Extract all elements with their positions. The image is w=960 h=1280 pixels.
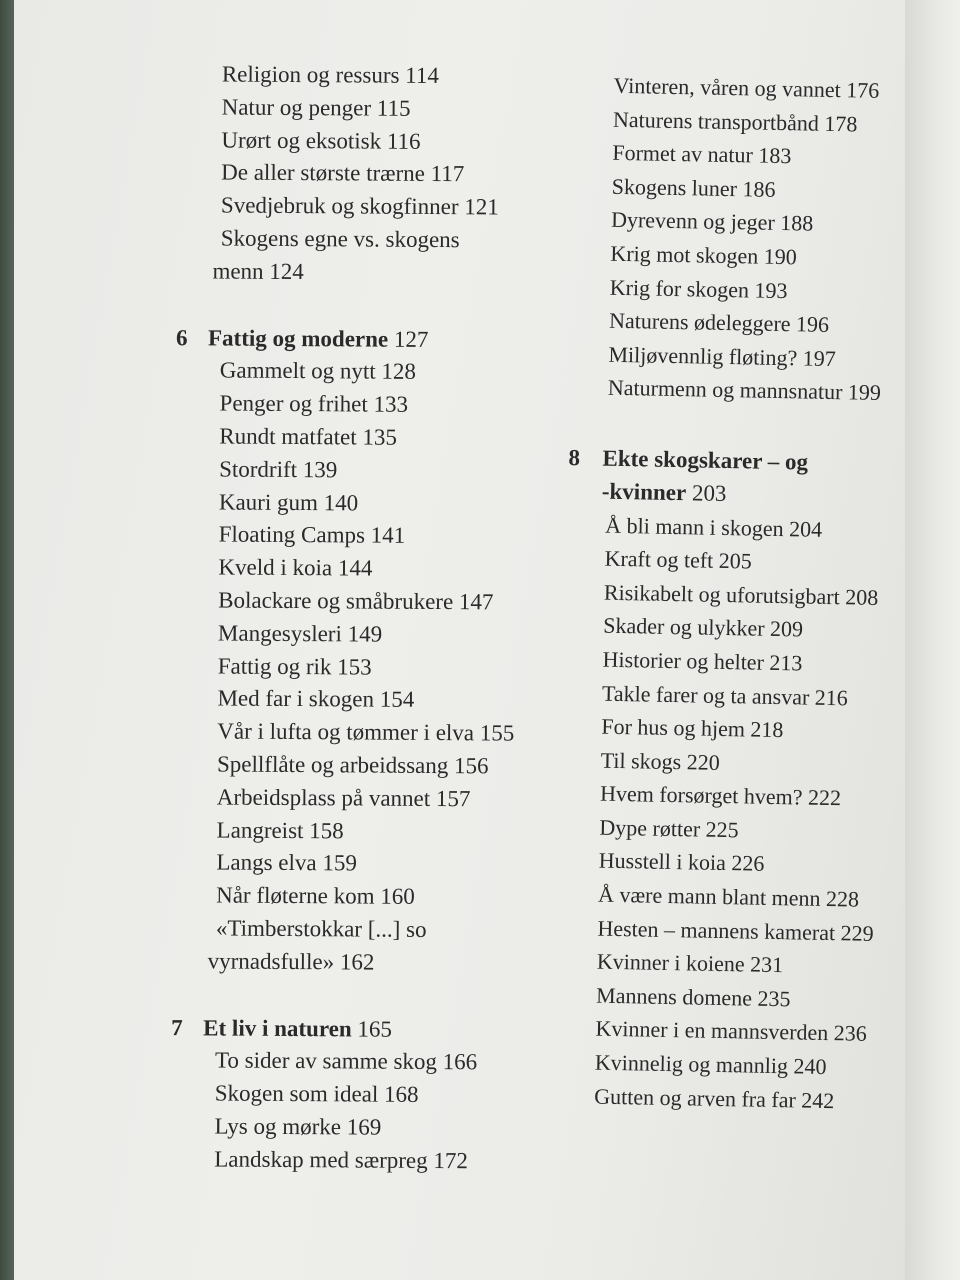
chapter-title-line2: -kvinner	[601, 478, 687, 505]
toc-top-entries-left	[148, 58, 570, 291]
toc-entry: Vinteren, våren og vannet 176	[613, 72, 880, 103]
toc-entry: Med far i skogen 154	[217, 685, 415, 713]
toc-entry: vyrnadsfulle» 162	[207, 948, 375, 975]
chapter-number: 8	[568, 444, 581, 471]
toc-entry: Skader og ulykker 209	[603, 612, 804, 642]
toc-entry: Kvinnelig og mannlig 240	[594, 1049, 827, 1080]
toc-entry: Bolackare og småbrukere 147	[218, 587, 494, 615]
toc-entry: Religion og ressurs 114	[221, 61, 439, 89]
toc-entry: Mannens domene 235	[595, 982, 791, 1012]
toc-entry: To sider av samme skog 166	[214, 1047, 478, 1075]
toc-entry: «Timberstokkar [...] so	[215, 915, 427, 942]
next-page-edge	[905, 0, 960, 1280]
toc-top-entries-right	[568, 68, 894, 410]
toc-entry: Formet av natur 183	[612, 139, 792, 169]
toc-entry: Historier og helter 213	[602, 646, 803, 676]
toc-entry: Skogen som ideal 168	[214, 1080, 419, 1108]
chapter-8-entries	[554, 507, 886, 1118]
toc-entry: Gutten og arven fra far 242	[594, 1083, 835, 1113]
toc-entry: Natur og penger 115	[221, 94, 411, 121]
chapter-number: 6	[175, 324, 188, 350]
chapter-8-heading	[566, 442, 887, 514]
chapter-title: Et liv i naturen	[203, 1014, 352, 1041]
toc-entry: Kvinner i en mannsverden 236	[595, 1016, 868, 1047]
toc-entry: Mangesysleri 149	[217, 620, 383, 647]
chapter-page: 165	[357, 1015, 393, 1042]
toc-entry: Landskap med særpreg 172	[214, 1146, 468, 1173]
chapter-7-heading	[143, 1011, 563, 1047]
toc-entry: Hvem forsørget hvem? 222	[599, 780, 842, 811]
toc-entry: Takle farer og ta ansvar 216	[601, 680, 849, 710]
toc-entry: Husstell i koia 226	[598, 848, 765, 877]
toc-entry: Penger og frihet 133	[219, 390, 409, 417]
toc-entry: Urørt og eksotisk 116	[221, 127, 421, 154]
toc-entry: Kvinner i koiene 231	[596, 948, 784, 978]
toc-entry: Floating Camps 141	[218, 521, 406, 549]
toc-entry: Lys og mørke 169	[214, 1113, 382, 1140]
toc-entry: Spellflåte og arbeidssang 156	[216, 751, 489, 779]
toc-entry: Miljøvennlig fløting? 197	[608, 341, 837, 371]
toc-entry: Krig mot skogen 190	[610, 240, 798, 270]
chapter-7-entries	[142, 1044, 563, 1178]
toc-entry: For hus og hjem 218	[601, 713, 784, 743]
toc-entry: Til skogs 220	[600, 747, 720, 775]
toc-entry: Vår i lufta og tømmer i elva 155	[217, 718, 515, 746]
toc-entry: Hesten – mannens kamerat 229	[597, 915, 874, 946]
toc-entry: Dyrevenn og jeger 188	[610, 207, 814, 236]
toc-entry: Når fløterne kom 160	[216, 882, 415, 909]
toc-entry: Fattig og rik 153	[217, 653, 372, 680]
toc-right-column	[554, 68, 894, 1118]
chapter-number: 7	[171, 1014, 183, 1040]
toc-entry: Naturmenn og mannsnatur 199	[607, 375, 882, 406]
chapter-page: 127	[393, 326, 429, 352]
toc-entry: Kveld i koia 144	[218, 554, 373, 581]
chapter-title: Ekte skogskarer – og	[602, 445, 809, 475]
chapter-page: 203	[691, 480, 727, 506]
toc-entry: Kraft og teft 205	[604, 545, 753, 574]
toc-entry: Skogens egne vs. skogens	[220, 225, 460, 253]
toc-entry: Å bli mann i skogen 204	[604, 512, 823, 542]
toc-left-column	[142, 58, 570, 1178]
toc-entry: Svedjebruk og skogfinner 121	[220, 192, 499, 220]
toc-entry: Krig for skogen 193	[609, 274, 788, 303]
toc-entry: Å være mann blant menn 228	[597, 881, 860, 912]
toc-entry: Dype røtter 225	[599, 814, 739, 843]
chapter-title: Fattig og moderne	[207, 324, 389, 352]
toc-entry: Arbeidsplass på vannet 157	[216, 784, 471, 811]
chapter-6-heading	[148, 322, 568, 358]
toc-entry: Rundt matfatet 135	[219, 423, 398, 450]
toc-entry: Langreist 158	[216, 817, 344, 843]
toc-entry: Skogens luner 186	[611, 173, 776, 202]
chapter-6-entries	[144, 354, 568, 980]
toc-entry: De aller største trærne 117	[221, 159, 465, 187]
toc-entry: Gammelt og nytt 128	[219, 357, 417, 385]
toc-entry: Naturens ødeleggere 196	[608, 307, 830, 338]
toc-entry: Risikabelt og uforutsigbart 208	[603, 579, 879, 610]
toc-entry: Kauri gum 140	[218, 489, 359, 516]
toc-entry: Stordrift 139	[219, 456, 338, 483]
toc-entry: Langs elva 159	[216, 849, 357, 876]
toc-entry: menn 124	[212, 258, 304, 284]
toc-entry: Naturens transportbånd 178	[612, 106, 858, 137]
